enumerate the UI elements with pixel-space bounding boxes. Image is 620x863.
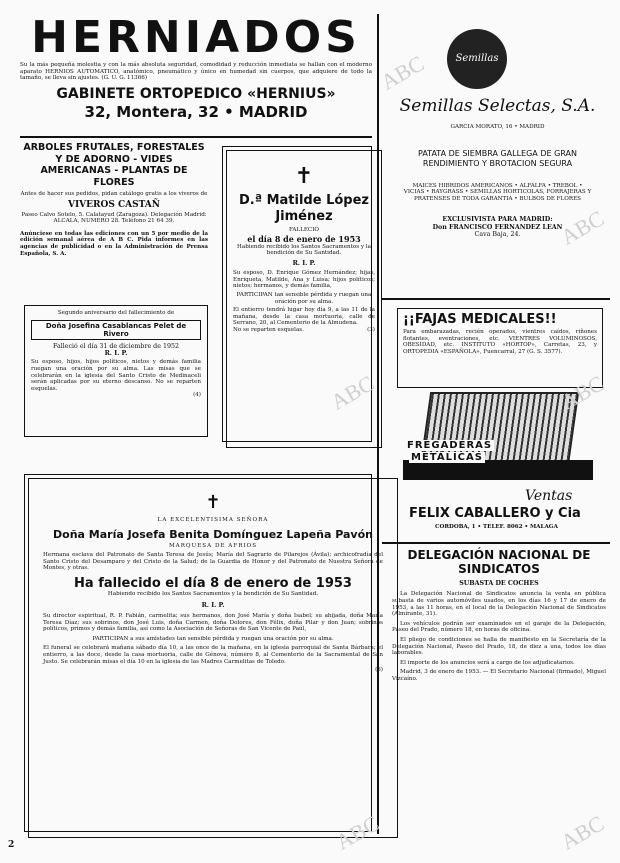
semillas-exclusive: EXCLUSIVISTA PARA MADRID:: [442, 216, 553, 224]
josefina-date: Falleció el día 31 de diciembre de 1952: [53, 342, 179, 350]
delegacion-p1: La Delegación Nacional de Sindicatos anuncia la venta en pública subasta de varios automóviles usados, en los días 16 y 17 de enero de 1953, a las 11 horas, en el local de la Delegación Nacional de Sindicatos (Almirante, 31).: [392, 591, 606, 618]
semillas-logo-text: Semillas: [455, 53, 499, 64]
matilde-footer: [233, 327, 375, 334]
delegacion-subtitle: SUBASTA DE COCHES: [459, 580, 539, 587]
delegacion-p3: El pliego de condiciones se halla de manifiesto en la Secretaría de la Delegación Nacional, Paseo del Prado, 18, de diez a una, todos los días laborables.: [392, 636, 606, 657]
matilde-sacraments: Habiendo recibido los Santos Sacramentos y la bendición de Su Santidad.: [237, 243, 371, 257]
matilde-body2: El entierro tendrá lugar hoy día 9, a las 11 de la mañana, desde la casa mortuoria, calle de Serrano, 20, al Cementerio de la Almudena.: [233, 307, 375, 327]
josefina-rip: R. I. P.: [104, 350, 128, 357]
watermark: ABC: [326, 370, 379, 415]
esquela-josefina: [24, 305, 208, 437]
felix-address: CORDOBA, 1 • TELEF. 8062 • MALAGA: [435, 524, 558, 530]
watermark: ABC: [556, 810, 609, 855]
delegacion-notice: [392, 548, 606, 838]
matilde-date: el día 8 de enero de 1953: [247, 233, 361, 244]
arboles-title: ARBOLES FRUTALES, FORESTALES Y DE ADORNO - VIDES AMERICANAS - PLANTAS DE FLORES: [23, 142, 205, 188]
matilde-no-esquelas: No se reparten esquelas.: [233, 326, 304, 333]
josefina-ref: (4): [193, 392, 201, 399]
josefina-body: Su esposo, hijos, hijos políticos, nietos y demás familia ruegan una oración por su alma. Las misas que se celebrarán en la iglesia del Santo Cristo de Medinaceli serán aplicadas por su eterno descanso. No se reparten esquelas.: [31, 359, 201, 392]
cross-icon: ✝: [294, 164, 314, 189]
maria-title: MARQUESA DE AFRIOS: [168, 542, 258, 549]
divider: [20, 136, 372, 138]
maria-sacraments: Habiendo recibido los Santos Sacramentos y la bendición de Su Santidad.: [107, 590, 319, 597]
watermark: ABC: [376, 50, 429, 95]
maria-participate: PARTICIPAN a sus amistades tan sensible pérdida y ruegan una oración por su alma.: [92, 635, 334, 642]
semillas-products2: MAICES HIBRIDOS AMERICANOS • ALFALFA • TREBOL • VICIAS • RAYGRASS • SEMILLAS HORTICOLAS, FORRAJERAS Y PRATENSES DE TODA GARANTIA • BULBOS DE FLORES: [403, 182, 592, 202]
delegacion-p2: Los vehículos podrán ser examinados en el garaje de la Delegación, Paseo del Prado, número 18, en horas de oficina.: [392, 620, 606, 634]
maria-body2: El funeral se celebrará mañana sábado día 10, a las once de la mañana, en la iglesia parroquial de Santa Bárbara; el entierro, a las doce, desde la casa mortuoria, calle de Génova, número 8, al Cementerio de la Sacramental de San Justo. Se celebrarán misas el día 10 en la iglesia de las Madres Carmelitas de Toledo.: [43, 645, 383, 665]
watermark: ABC: [556, 370, 609, 415]
semillas-address: GARCIA MORATO, 16 • MADRID: [450, 124, 545, 130]
divider: [382, 298, 610, 300]
arboles-body: Antes de hacer sus pedidos, pidan catálogo gratis a los viveros de: [20, 191, 208, 197]
delegacion-signature: Madrid, 3 de enero de 1953. — El Secretario Nacional (firmado), Miguel Vizcaíno.: [392, 669, 606, 682]
maria-affiliations: Hermana esclava del Patronato de Santa Teresa de Jesús; María del Sagrario de Pilarejos (Ávila); archicofradía del Santo Cristo del Desamparo y del Cristo de la Salud; de la Guardia de Honor y del Patronato de Nuestra Señora de Montes, y otras.: [43, 552, 383, 572]
arboles-company: VIVEROS CASTAÑ: [67, 199, 161, 210]
anuncios-note: Anúnciese en todas las ediciones con un 5 por medio de la edición semanal aérea de A B C. Pida informes en las agencias de publicidad o en la Administración de Prensa Española, S. A.: [20, 230, 208, 257]
fajas-body: Para embarazadas, recién operados, vientres caídos, riñones flotantes, eventraciones, etc. VIENTRES VOLUMINOSOS, OBESIDAD, etc. INSTITUTO «HORTOP», Carretas, 23, y ORTOPEDIA «ESPAÑOLA», Fuencarral, 27 (G. S. 3577).: [403, 329, 597, 355]
divider: [382, 542, 610, 544]
josefina-name: Doña Josefina Casablancas Pelet de Rivero: [31, 320, 201, 340]
felix-product1: FREGADERAS: [407, 440, 493, 451]
hernios-body: Su la más pequeña molestia y con la más absoluta seguridad, comodidad y reducción inmediata se hallan con el moderno aparato HERNIOS AUTOMATICO, anatómico, pneumático y único en humedad sin cuerpos, que adquiere de todo la tamaño, se lleva sin ajustes. (G. U. G. 11366): [20, 62, 372, 82]
matilde-rip: R. I. P.: [292, 259, 316, 267]
semillas-name: Semillas Selectas, S.A.: [399, 96, 596, 116]
fajas-ad: [397, 308, 603, 388]
matilde-participate: PARTICIPAN tan sensible pérdida y ruegan una oración por su alma.: [236, 291, 372, 305]
cross-icon: ✝: [205, 492, 221, 513]
maria-body1: Su director espiritual, R. P. Fabián, carmelita; sus hermanos, don José María y doña Isabel; su ahijada, doña María Teresa Díaz; sus sobrinos, don José Luis, doña Carmen, doña Dolores, don Félix, doña Pilar y don Juan; sobrinos políticos, primos y demás familia, así como la Asociación de Señoras de San Vicente de Paúl,: [43, 612, 383, 633]
watermark: ABC: [331, 810, 384, 855]
watermark: ABC: [556, 205, 609, 250]
matilde-ref: (3): [367, 326, 375, 333]
felix-sales: Ventas: [525, 488, 573, 504]
hernios-title: HERNIADOS: [31, 12, 361, 63]
semillas-logo: [447, 29, 507, 89]
maria-died: Ha fallecido el día 8 de enero de 1953: [74, 575, 352, 591]
fajas-title: ¡¡FAJAS MEDICALES!!: [403, 312, 557, 327]
page-number: 2: [8, 840, 15, 850]
matilde-body1: Su esposo, D. Enrique Gómez Hernández; hijas, Enriqueta, Matilde, Ana y Luisa; hijos políticos; nietos; hermanos, y demás familia,: [233, 270, 375, 290]
matilde-name: D.ª Matilde López Jiménez: [239, 193, 369, 224]
maria-name: Doña María Josefa Benita Domínguez Lapeña Pavón: [53, 527, 373, 541]
semillas-products1: PATATA DE SIEMBRA GALLEGA DE GRAN RENDIMIENTO Y BROTACION SEGURA: [418, 148, 577, 168]
arboles-details: Paseo Calvo Sotelo, 5. Calatayud (Zaragoza). Delegación Madrid: ALCALA, NUMERO 28. Teléfono 21 64 39.: [21, 211, 207, 225]
felix-company: FELIX CABALLERO y Cia: [409, 506, 581, 521]
felix-product2: METÁLICAS: [411, 452, 483, 463]
semillas-agent-address: Cava Baja, 24.: [474, 231, 521, 239]
delegacion-title: DELEGACIÓN NACIONAL DE SINDICATOS: [407, 548, 591, 576]
semillas-agent: Don FRANCISCO FERNANDEZ LEAN: [432, 223, 563, 231]
hernios-ad: [20, 12, 372, 134]
maria-rip: R. I. P.: [201, 601, 225, 609]
maria-pre: LA EXCELENTISIMA SEÑORA: [157, 517, 269, 523]
matilde-status: FALLECIÓ: [288, 227, 320, 233]
delegacion-p4: El importe de los anuncios será a cargo de los adjudicatarios.: [400, 659, 575, 666]
josefina-header: Segundo aniversario del fallecimiento de: [57, 310, 175, 316]
hernios-company: GABINETE ORTOPEDICO «HERNIUS»: [56, 85, 336, 102]
arboles-ad: [20, 142, 208, 302]
maria-ref: (6): [375, 667, 383, 674]
hernios-address: 32, Montera, 32 • MADRID: [84, 102, 308, 121]
esquela-maria: [24, 474, 383, 832]
